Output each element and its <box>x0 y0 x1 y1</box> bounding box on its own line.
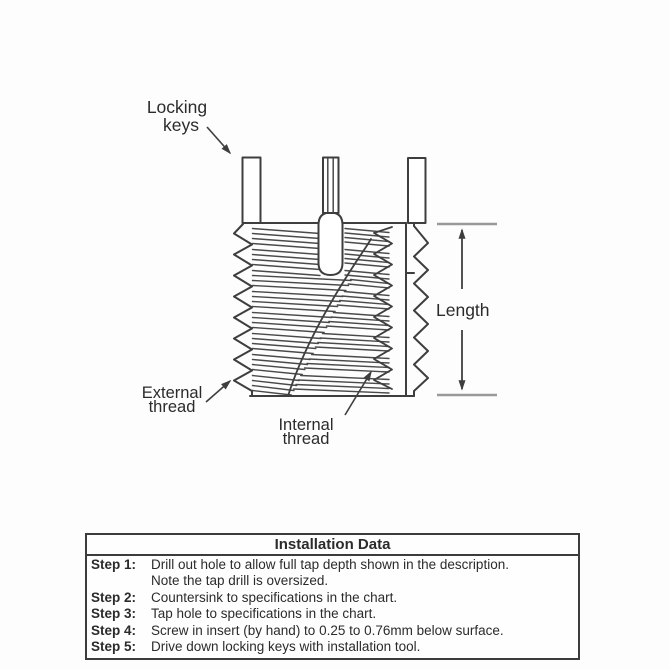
step-text: Countersink to specifications in the chart. <box>151 589 398 605</box>
step-text: Screw in insert (by hand) to 0.25 to 0.76mm below surface. <box>151 622 504 638</box>
external-thread-label-line1: External <box>141 384 203 402</box>
external-thread-leader <box>206 381 230 402</box>
internal-thread-label-line1: Internal <box>278 416 334 434</box>
step-row <box>91 623 576 639</box>
right-thread-zigzag <box>414 223 428 396</box>
step-text: Note the tap drill is oversized. <box>151 573 329 589</box>
internal-thread-label-line2: thread <box>282 430 330 448</box>
step-label: Step 2: <box>91 589 137 605</box>
table-title: Installation Data <box>87 535 578 556</box>
step-label: Step 1: <box>91 557 137 572</box>
step-text: Drill out hole to allow full tap depth shown in the description. <box>151 557 509 572</box>
step-row-continuation <box>91 573 576 589</box>
step-label <box>91 573 151 589</box>
locking-keys-label-line1: Locking <box>146 97 208 117</box>
step-row <box>91 557 576 573</box>
locking-key-middle <box>323 158 339 214</box>
external-thread-zigzag <box>234 224 252 396</box>
locking-keys-leader <box>207 127 230 153</box>
step-row <box>91 639 576 655</box>
locking-keys-label-line2: keys <box>163 115 199 135</box>
locking-key-left <box>243 158 261 224</box>
step-row <box>91 590 576 606</box>
step-label: Step 5: <box>91 639 137 655</box>
keyway-slot <box>319 213 343 276</box>
table-body <box>87 556 578 658</box>
insert-body <box>234 158 428 397</box>
step-text: Drive down locking keys with installation tool. <box>151 639 421 655</box>
installation-data-table <box>85 533 580 660</box>
step-label: Step 4: <box>91 622 137 638</box>
step-text: Tap hole to specifications in the chart. <box>151 606 377 622</box>
step-row <box>91 606 576 622</box>
locking-key-right <box>408 158 426 223</box>
length-label: Length <box>436 300 490 320</box>
external-thread-label-line2: thread <box>148 398 196 416</box>
step-label: Step 3: <box>91 606 137 622</box>
